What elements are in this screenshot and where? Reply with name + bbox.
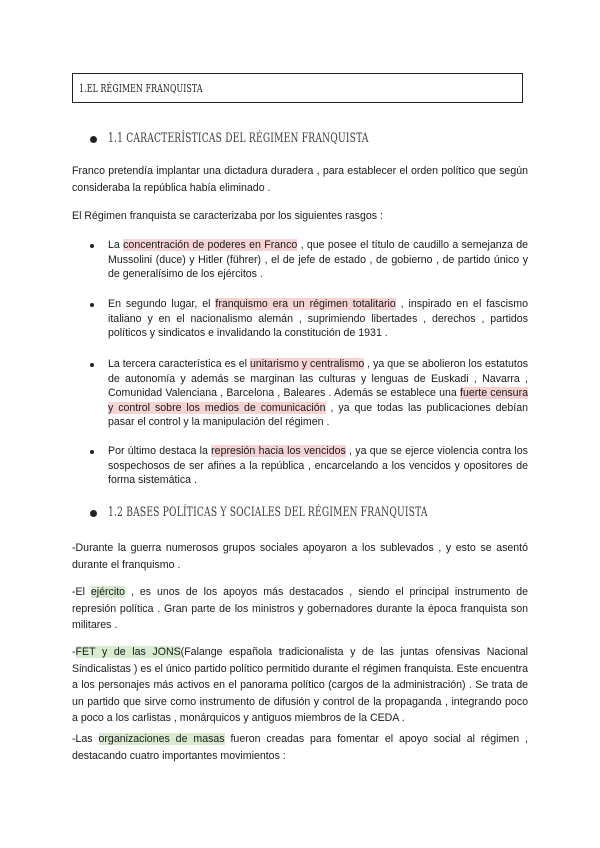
bases-paragraph-1: -Durante la guerra numerosos grupos sociales apoyaron a los sublevados , y esto se asentó durante el franquismo . xyxy=(72,542,528,571)
bases-paragraph-3: -FET y de las JONS(Falange española tradicionalista y de las juntas ofensivas Nacional Sindicalistas ) es el único partido político permitido durante el régimen franquista. Este encuentra a los personajes más activos en el panorama político (cargos de la administración) . Se trata de un partido que sirve como instrumento de difusión y control de la propaganda , integrando poco a poco a los carlistas , monárquicos y antiguos miembros de la CEDA . xyxy=(72,646,529,724)
bullet-dot-icon xyxy=(90,510,97,517)
bullet-dot-icon xyxy=(90,363,94,367)
title-box xyxy=(72,73,523,103)
bases-paragraph-2: -El ejército , es unos de los apoyos más destacados , siendo el principal instrumento de represión política . Gran parte de los ministros y gobernadores durante la época franquista son militares . xyxy=(72,586,529,631)
bullet-item-1-text: La concentración de poderes en Franco , que posee el título de caudillo a semejanza de Mussolini (duce) y Hitler (führer) , el de jefe de estado , de gobierno , de partido único y de generalísimo de los ejércitos . xyxy=(108,239,528,280)
highlight: franquismo era un régimen totalitario xyxy=(215,298,396,310)
highlight: fuerte censura y control sobre los medios de comunicación xyxy=(108,387,528,414)
highlight: concentración de poderes en Franco xyxy=(123,239,298,251)
intro-paragraph-1: Franco pretendía implantar una dictadura duradera , para establecer el orden político que según consideraba la república había eliminado . xyxy=(72,165,528,194)
bases-paragraph-4: -Las organizaciones de masas fueron creadas para fomentar el apoyo social al régimen , destacando cuatro importantes movimientos : xyxy=(72,733,528,762)
highlight: FET y de las JONS xyxy=(75,646,181,658)
section-heading-1-text: 1.1 CARACTERÍSTICAS DEL RÉGIMEN FRANQUISTA xyxy=(108,131,369,146)
bullet-dot-icon xyxy=(90,450,94,454)
section-heading-2-text: 1.2 BASES POLÍTICAS Y SOCIALES DEL RÉGIMEN FRANQUISTA xyxy=(108,505,428,520)
bullet-item-2-text: En segundo lugar, el franquismo era un régimen totalitario , inspirado en el fascismo italiano y en el nacionalismo alemán , suprimiendo libertades , derechos , partidos políticos y sindicatos e invalidando la constitución de 1931 . xyxy=(108,298,528,339)
bullet-item-3-text: La tercera característica es el unitarismo y centralismo , ya que se abolieron los estatutos de autonomía y además se marginan las culturas y lenguas de Euskadi , Navarra , Comunidad Valenciana , Barcelona , Baleares . Además se establece una fuerte censura y control sobre los medios de comunicación , ya que todas las publicaciones debían pasar el control y la manipulación del régimen . xyxy=(108,358,529,428)
bullet-dot-icon xyxy=(90,136,97,143)
bullet-item-4-text: Por último destaca la represión hacia los vencidos , ya que se ejerce violencia contra los sospechosos de ser afines a la república , encarcelando a los vencidos y opositores de forma sistemática . xyxy=(108,445,528,486)
intro-paragraph-2: El Régimen franquista se caracterizaba por los siguientes rasgos : xyxy=(72,210,383,222)
highlight: organizaciones de masas xyxy=(98,733,225,745)
highlight: ejército xyxy=(90,586,126,598)
page-title: 1.EL RÉGIMEN FRANQUISTA xyxy=(79,81,203,95)
bullet-dot-icon xyxy=(90,244,94,248)
highlight: unitarismo y centralismo xyxy=(249,358,365,370)
bullet-dot-icon xyxy=(90,303,94,307)
highlight: represión hacia los vencidos xyxy=(211,445,346,457)
